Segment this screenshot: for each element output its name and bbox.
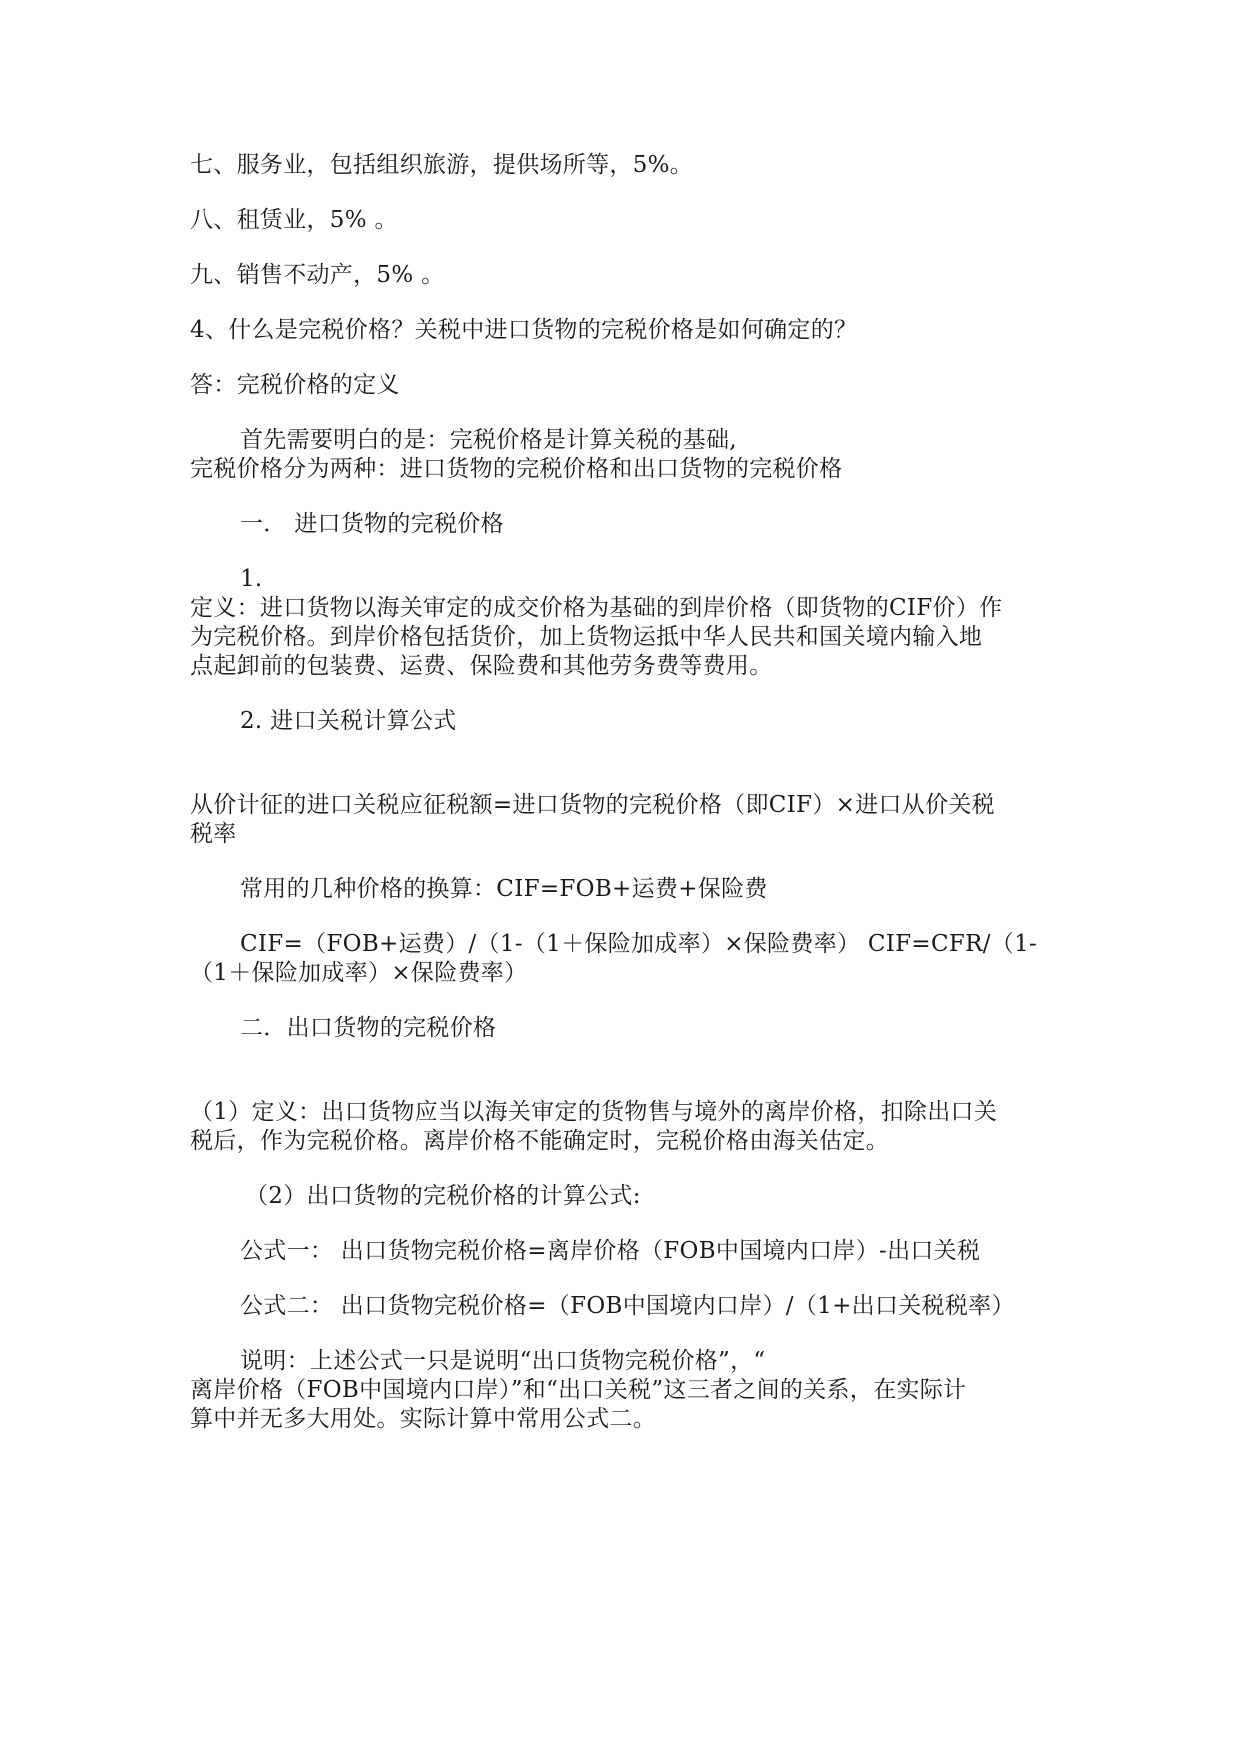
export-definition-line-2: 税后，作为完税价格。离岸价格不能确定时，完税价格由海关估定。: [190, 1128, 889, 1154]
explanation-line-1: 说明：上述公式一只是说明“出口货物完税价格”，“: [240, 1348, 766, 1374]
import-duty-formula-line-1: 从价计征的进口关税应征税额=进口货物的完税价格（即CIF）×进口从价关税: [190, 792, 995, 818]
paragraph-intro-line-1: 首先需要明白的是：完税价格是计算关税的基础,: [240, 427, 737, 453]
definition-line-3: 点起卸前的包装费、运费、保险费和其他劳务费等费用。: [190, 653, 773, 679]
export-definition-line-1: （1）定义：出口货物应当以海关审定的货物售与境外的离岸价格，扣除出口关: [190, 1099, 998, 1125]
cif-formula-line-2: （1＋保险加成率）×保险费率）: [190, 960, 528, 986]
section-heading-import: 一． 进口货物的完税价格: [240, 511, 504, 537]
list-number-1: 1.: [240, 566, 263, 592]
formula-two: 公式二： 出口货物完税价格=（FOB中国境内口岸）/（1+出口关税税率）: [240, 1293, 1015, 1319]
formula-one: 公式一： 出口货物完税价格=离岸价格（FOB中国境内口岸）-出口关税: [240, 1238, 981, 1264]
price-conversion-line: 常用的几种价格的换算：CIF=FOB+运费+保险费: [240, 876, 768, 902]
answer-heading: 答：完税价格的定义: [190, 372, 400, 398]
explanation-line-2: 离岸价格（FOB中国境内口岸）”和“出口关税”这三者之间的关系，在实际计: [190, 1377, 967, 1403]
explanation-line-3: 算中并无多大用处。实际计算中常用公式二。: [190, 1406, 656, 1432]
list-item-import-formula: 2. 进口关税计算公式: [240, 708, 457, 734]
text-line-real-estate: 九、销售不动产，5% 。: [190, 262, 445, 288]
question-heading: 4、什么是完税价格？关税中进口货物的完税价格是如何确定的？: [190, 317, 858, 343]
definition-line-1: 定义：进口货物以海关审定的成交价格为基础的到岸价格（即货物的CIF价）作: [190, 595, 1003, 621]
text-line-leasing: 八、租赁业，5% 。: [190, 207, 398, 233]
definition-line-2: 为完税价格。到岸价格包括货价，加上货物运抵中华人民共和国关境内输入地: [190, 624, 983, 650]
export-formula-heading: （2）出口货物的完税价格的计算公式:: [245, 1183, 641, 1209]
text-line-service-industry: 七、服务业，包括组织旅游，提供场所等，5%。: [190, 152, 694, 178]
paragraph-intro-line-2: 完税价格分为两种：进口货物的完税价格和出口货物的完税价格: [190, 456, 843, 482]
section-heading-export: 二．出口货物的完税价格: [240, 1015, 497, 1041]
cif-formula-line-1: CIF=（FOB+运费）/（1-（1＋保险加成率）×保险费率） CIF=CFR/（1-: [240, 931, 1038, 957]
import-duty-formula-line-2: 税率: [190, 821, 237, 847]
